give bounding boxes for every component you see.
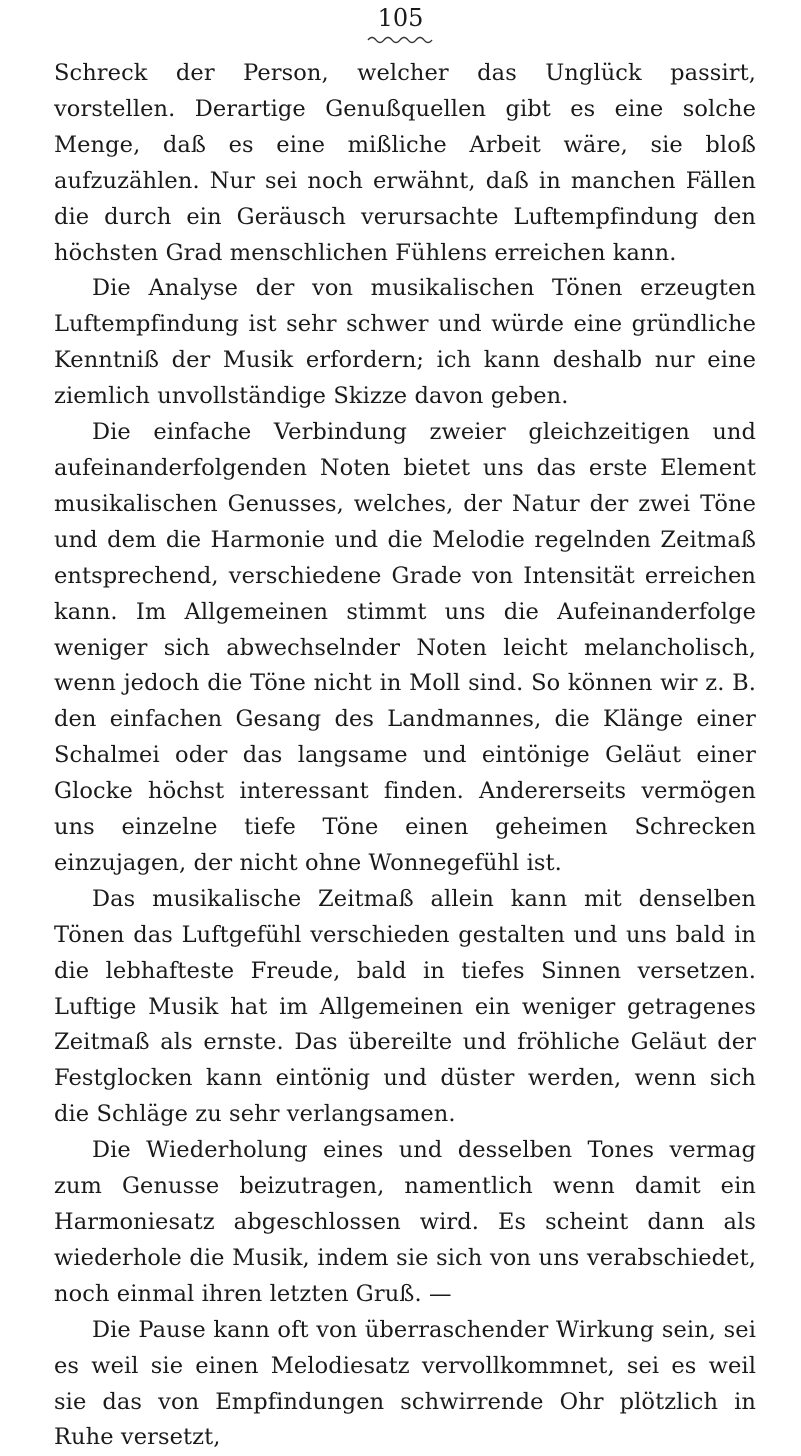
paragraph: Die Pause kann oft von überraschender Wirkung sein, sei es weil sie einen Melodiesatz vervollkommnet, sei es weil sie das von Empfindungen schwirrende Ohr plötzlich in Ruhe versetzt, — [54, 1316, 756, 1451]
wavy-rule-ornament — [366, 34, 434, 46]
paragraph: Die Wiederholung eines und desselben Tones vermag zum Genusse beizutragen, namentlich wenn damit ein Harmoniesatz abgeschlossen wird. Es scheint dann als wiederhole die Musik, indem sie sich von uns verabschiedet, noch einmal ihren letzten Gruß. — — [54, 1137, 756, 1307]
paragraph: Die Analyse der von musikalischen Tönen erzeugten Luftempfindung ist sehr schwer und würde eine gründliche Kenntniß der Musik erfordern; ich kann deshalb nur eine ziemlich unvollständige Skizze davon geben. — [54, 275, 756, 410]
paragraph: Die einfache Verbindung zweier gleichzeitigen und aufeinanderfolgenden Noten bietet uns das erste Element musikalischen Genusses, welches, der Natur der zwei Töne und dem die Harmonie und die Melodie regelnden Zeitmaß entsprechend, verschiedene Grade von Intensität erreichen kann. Im Allgemeinen stimmt uns die Aufeinanderfolge weniger sich abwechselnder Noten leicht melancholisch, wenn jedoch die Töne nicht in Moll sind. So können wir z. B. den einfachen Gesang des Landmannes, die Klänge einer Schalmei oder das langsame und eintönige Geläut einer Glocke höchst interessant finden. Andererseits vermögen uns einzelne tiefe Töne einen geheimen Schrecken einzujagen, der nicht ohne Wonnegefühl ist. — [54, 419, 756, 876]
page-number: 105 — [377, 4, 424, 32]
paragraph: Schreck der Person, welcher das Unglück passirt, vorstellen. Derartige Genußquellen gibt es eine solche Menge, daß es eine mißliche Arbeit wäre, sie bloß aufzuzählen. Nur sei noch erwähnt, daß in manchen Fällen die durch ein Geräusch verursachte Luftempfindung den höchsten Grad menschlichen Fühlens erreichen kann. — [54, 60, 756, 266]
body-text — [54, 56, 756, 1456]
paragraph: Das musikalische Zeitmaß allein kann mit denselben Tönen das Luftgefühl verschieden gestalten und uns bald in die lebhafteste Freude, bald in tiefes Sinnen versetzen. Luftige Musik hat im Allgemeinen ein weniger getragenes Zeitmaß als ernste. Das übereilte und fröhliche Geläut der Festglocken kann eintönig und düster werden, wenn sich die Schläge zu sehr verlangsamen. — [54, 885, 756, 1128]
